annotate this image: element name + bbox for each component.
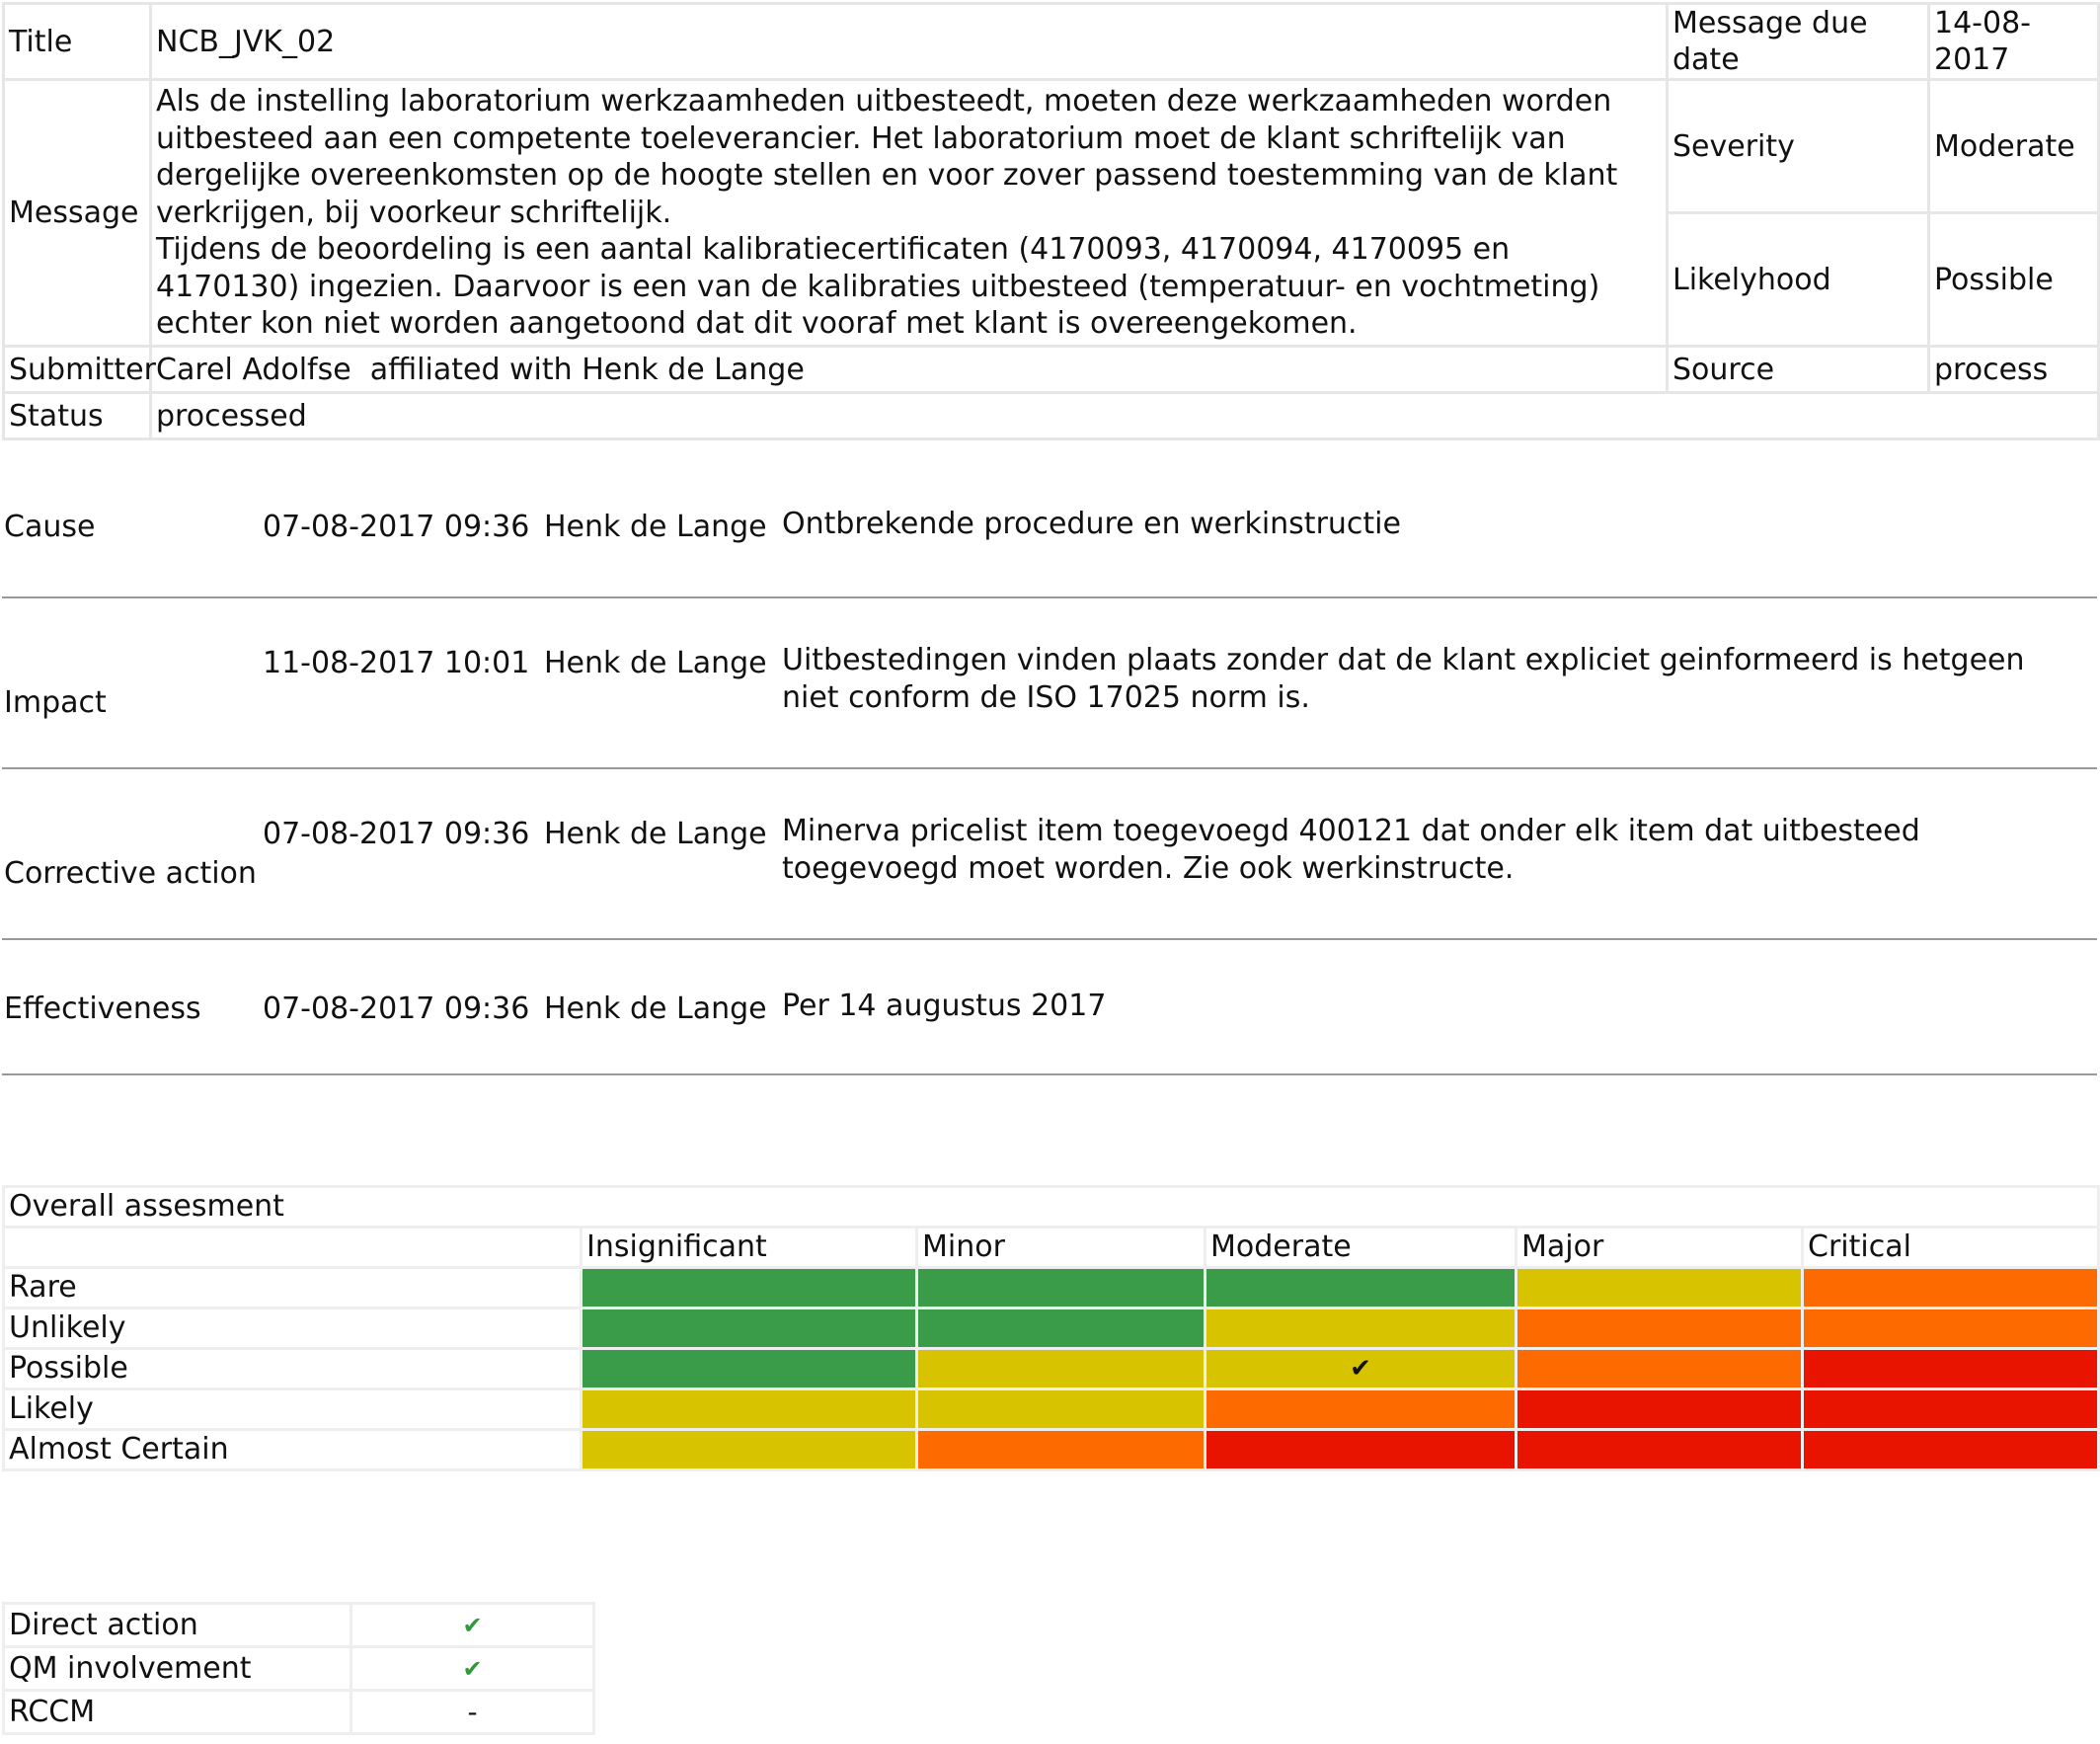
matrix-row — [4, 1349, 2099, 1389]
entry-label: Effectiveness — [4, 991, 201, 1026]
entry-date: 07-08-2017 09:36 — [263, 817, 530, 851]
status-value: processed — [151, 393, 2099, 439]
matrix-row — [4, 1389, 2099, 1430]
entry-date: 07-08-2017 09:36 — [263, 510, 530, 544]
check-icon: ✔ — [351, 1647, 594, 1691]
entry-text: Ontbrekende procedure en werkinstructie — [782, 507, 1401, 541]
matrix-row — [4, 1268, 2099, 1308]
entry-label: Corrective action — [4, 856, 257, 891]
entry-author: Henk de Lange — [544, 817, 767, 851]
matrix-row-header: Likely — [4, 1389, 582, 1430]
due-date-label: Message due date — [1668, 4, 1929, 80]
matrix-cell — [1206, 1308, 1517, 1349]
entry-date: 11-08-2017 10:01 — [263, 646, 530, 680]
entry-author: Henk de Lange — [544, 646, 767, 680]
matrix-row-header: Rare — [4, 1268, 582, 1308]
matrix-cell — [1206, 1389, 1517, 1430]
matrix-cell — [1803, 1430, 2099, 1470]
status-label: Status — [4, 393, 151, 439]
matrix-row-header: Possible — [4, 1349, 582, 1389]
submitter-value: Carel Adolfse affiliated with Henk de Lange — [151, 347, 1668, 393]
matrix-row-header: Unlikely — [4, 1308, 582, 1349]
severity-value: Moderate — [1929, 80, 2099, 213]
matrix-cell — [917, 1349, 1206, 1389]
matrix-corner — [4, 1228, 582, 1268]
matrix-cell — [917, 1389, 1206, 1430]
source-label: Source — [1668, 347, 1929, 393]
source-value: process — [1929, 347, 2099, 393]
matrix-cell — [1517, 1349, 1803, 1389]
entry-text: Per 14 augustus 2017 — [782, 989, 1107, 1023]
matrix-cell — [1803, 1308, 2099, 1349]
matrix-cell — [1803, 1389, 2099, 1430]
flag-label: QM involvement — [4, 1647, 351, 1691]
risk-matrix — [2, 1185, 2100, 1471]
matrix-row — [4, 1308, 2099, 1349]
action-flags-table — [2, 1602, 595, 1735]
matrix-column-header: Minor — [917, 1228, 1206, 1268]
message-info-table — [2, 2, 2100, 440]
matrix-cell — [1803, 1268, 2099, 1308]
matrix-cell — [917, 1430, 1206, 1470]
log-entry-cause — [2, 474, 2097, 598]
check-icon: ✔ — [1350, 1354, 1371, 1384]
entry-author: Henk de Lange — [544, 510, 767, 544]
matrix-column-header: Moderate — [1206, 1228, 1517, 1268]
matrix-title: Overall assesment — [4, 1187, 2099, 1228]
flag-label: RCCM — [4, 1691, 351, 1734]
entry-text: Uitbestedingen vinden plaats zonder dat de klant expliciet geinformeerd is hetgeen niet conform de ISO 17025 norm is. — [782, 643, 2025, 715]
matrix-cell — [1206, 1268, 1517, 1308]
matrix-cell — [1206, 1349, 1517, 1389]
flag-row-direct-action — [4, 1604, 594, 1647]
check-icon: ✔ — [351, 1604, 594, 1647]
matrix-row — [4, 1430, 2099, 1470]
log-entry-impact — [2, 598, 2097, 769]
entry-date: 07-08-2017 09:36 — [263, 991, 530, 1026]
entry-text: Minerva pricelist item toegevoegd 400121 dat onder elk item dat uitbesteed toegevoegd moet worden. Zie ook werkinstructe. — [782, 814, 1920, 886]
matrix-cell — [582, 1349, 917, 1389]
flag-row-qm-involvement — [4, 1647, 594, 1691]
matrix-cell — [582, 1308, 917, 1349]
message-label: Message — [4, 80, 151, 347]
matrix-cell — [1517, 1268, 1803, 1308]
matrix-cell — [582, 1268, 917, 1308]
message-paragraph: Als de instelling laboratorium werkzaamheden uitbesteedt, moeten deze werkzaamheden worden uitbesteed aan een competente toeleverancier. Het laboratorium moet de klant schriftelijk van dergelijke overeenkomsten op de hoogte stellen en voor zover passend toestemming van de klant verkrijgen, bij voorkeur schriftelijk. — [156, 84, 1618, 230]
message-paragraph: Tijdens de beoordeling is een aantal kalibratiecertificaten (4170093, 4170094, 4170095 en 4170130) ingezien. Daarvoor is een van de kalibraties uitbesteed (temperatuur- en vochtmeting) echter kon niet worden aangetoond dat dit vooraf met klant is overeengekomen. — [156, 232, 1600, 342]
matrix-header-row — [4, 1228, 2099, 1268]
matrix-cell — [1803, 1349, 2099, 1389]
matrix-cell — [1206, 1430, 1517, 1470]
flag-value: - — [351, 1691, 594, 1734]
matrix-cell — [917, 1308, 1206, 1349]
flag-label: Direct action — [4, 1604, 351, 1647]
matrix-column-header: Major — [1517, 1228, 1803, 1268]
matrix-cell — [1517, 1389, 1803, 1430]
matrix-cell — [1517, 1430, 1803, 1470]
title-value: NCB_JVK_02 — [151, 4, 1668, 80]
log-entry-corrective-action — [2, 769, 2097, 940]
matrix-cell — [582, 1430, 917, 1470]
title-label: Title — [4, 4, 151, 80]
likelyhood-label: Likelyhood — [1668, 213, 1929, 347]
entry-author: Henk de Lange — [544, 991, 767, 1026]
likelyhood-value: Possible — [1929, 213, 2099, 347]
matrix-column-header: Critical — [1803, 1228, 2099, 1268]
message-text — [151, 80, 1668, 347]
entry-label: Impact — [4, 685, 107, 720]
matrix-cell — [917, 1268, 1206, 1308]
matrix-cell — [582, 1389, 917, 1430]
log-entries — [2, 474, 2097, 1075]
matrix-column-header: Insignificant — [582, 1228, 917, 1268]
log-entry-effectiveness — [2, 940, 2097, 1075]
entry-label: Cause — [4, 510, 96, 544]
submitter-label: Submitter — [4, 347, 151, 393]
matrix-cell — [1517, 1308, 1803, 1349]
due-date-value: 14-08-2017 — [1929, 4, 2099, 80]
matrix-row-header: Almost Certain — [4, 1430, 582, 1470]
flag-row-rccm — [4, 1691, 594, 1734]
severity-label: Severity — [1668, 80, 1929, 213]
